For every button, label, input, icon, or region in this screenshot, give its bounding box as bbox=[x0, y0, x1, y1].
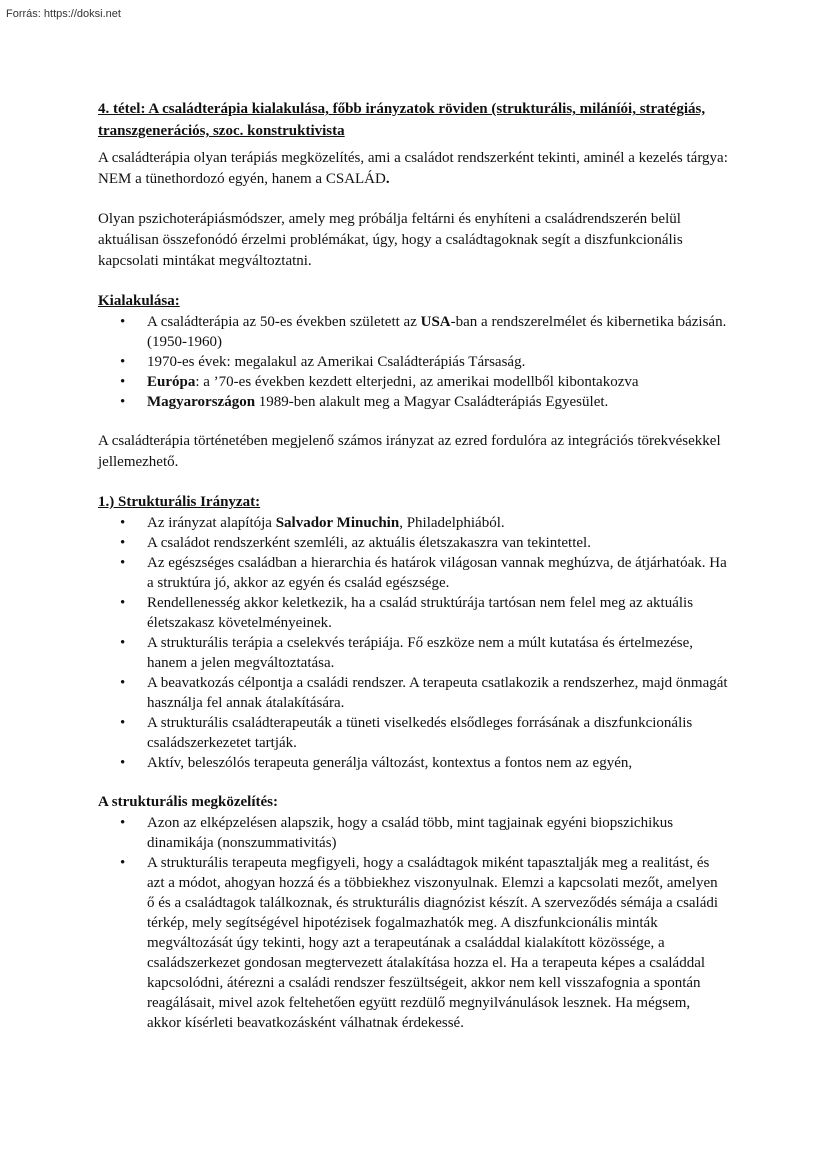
bold-segment: Magyarországon bbox=[147, 394, 256, 410]
megkozelites-heading: A strukturális megközelítés: bbox=[98, 794, 278, 810]
text-segment: -ban a rendszerelmélet és kibernetika bázisán. (1950-1960) bbox=[147, 314, 727, 350]
text-segment: A családterápia az 50-es években született az bbox=[147, 314, 421, 330]
list-item: • A strukturális terapeuta megfigyeli, hogy a családtagok miként tapasztalják meg a realitást, és azt a módot, ahogyan hozzá és a többiekhez viszonyulnak. Elemzi a kapcsolati mezőt, amelyen ő és a családtagok találkoznak, és strukturális diagnózist készít. A szerveződés sémája a családi térkép, mely segítségével hipotézisek fogalmazhatók meg. A diszfunkcionális minták megváltozását úgy tekinti, hogy azt a terapeutának a családdal kialakított közössége, a családszerkezet gondosan megtervezett átalakítása hozza el. Ha a terapeuta képes a családdal kapcsolódni, átérezni a családi rendszer feszültségeit, akkor nem kell visszafognia a spontán reagálásait, mivel azok feltehetően együtt rezdülő megnyilvánulások lesznek. Ha mégsem, akkor kísérleti beavatkozásként válhatnak érdekessé. bbox=[98, 853, 728, 1033]
text-segment: : a ’70-es években kezdett elterjedni, az amerikai modellből kibontakozva bbox=[195, 374, 639, 390]
intro-text: A családterápia olyan terápiás megközelítés, ami a családot rendszerként tekinti, aminél a kezelés tárgya: NEM a tünethordozó egyén, hanem a CSALÁD bbox=[98, 150, 728, 187]
list-item: • Az egészséges családban a hierarchia és határok világosan vannak meghúzva, de átjárhatóak. Ha a struktúra jó, akkor az egyén és család egészsége. bbox=[98, 553, 728, 593]
list-item: • A strukturális terápia a cselekvés terápiája. Fő eszköze nem a múlt kutatása és értelmezése, hanem a jelen megváltoztatása. bbox=[98, 633, 728, 673]
megkozelites-list bbox=[98, 813, 728, 1033]
document-page bbox=[98, 98, 728, 1052]
kialakulasa-list bbox=[98, 312, 728, 412]
list-item: • 1970-es évek: megalakul az Amerikai Családterápiás Társaság. bbox=[98, 352, 728, 372]
page-title: 4. tétel: A családterápia kialakulása, főbb irányzatok röviden (strukturális, miláníói, stratégiás, transzgenerációs, szoc. konstruktivista bbox=[98, 101, 706, 139]
intro-period: . bbox=[385, 171, 390, 187]
bold-segment: Salvador Minuchin bbox=[275, 515, 400, 531]
list-item bbox=[98, 372, 728, 392]
list-item: • A családot rendszerként szemléli, az aktuális életszakaszra van tekintettel. bbox=[98, 533, 728, 553]
strukturalis-list bbox=[98, 513, 728, 773]
list-item bbox=[98, 513, 728, 533]
history-paragraph: A családterápia történetében megjelenő számos irányzat az ezred fordulóra az integrációs törekvésekkel jellemezhető. bbox=[98, 433, 721, 470]
kialakulasa-heading: Kialakulása: bbox=[98, 293, 180, 309]
intro-paragraph-2: Olyan pszichoterápiásmódszer, amely meg próbálja feltárni és enyhíteni a családrendszerén belül aktuálisan összefonódó érzelmi problémákat, úgy, hogy a családtagoknak segít a diszfunkcionális kapcsolati mintákat megváltoztatni. bbox=[98, 211, 683, 269]
list-item bbox=[98, 392, 728, 412]
list-item: • Rendellenesség akkor keletkezik, ha a család struktúrája tartósan nem felel meg az aktuális életszakasz követelményeinek. bbox=[98, 593, 728, 633]
source-label: Forrás: https://doksi.net bbox=[6, 8, 121, 20]
strukturalis-heading: 1.) Strukturális Irányzat: bbox=[98, 494, 261, 510]
list-item: • A beavatkozás célpontja a családi rendszer. A terapeuta csatlakozik a rendszerhez, majd önmagát használja fel annak átalakítására. bbox=[98, 673, 728, 713]
bold-segment: USA bbox=[420, 314, 451, 330]
list-item bbox=[98, 312, 728, 352]
list-item: • Aktív, beleszólós terapeuta generálja változást, kontextus a fontos nem az egyén, bbox=[98, 753, 728, 773]
list-item: • Azon az elképzelésen alapszik, hogy a család több, mint tagjainak egyéni biopszichikus dinamikája (nonszummativitás) bbox=[98, 813, 728, 853]
bold-segment: Európa bbox=[147, 374, 196, 390]
text-segment: , Philadelphiából. bbox=[399, 515, 505, 531]
text-segment: Az irányzat alapítója bbox=[147, 515, 276, 531]
intro-paragraph-1 bbox=[98, 148, 728, 190]
text-segment: 1989-ben alakult meg a Magyar Családterápiás Egyesület. bbox=[255, 394, 609, 410]
list-item: • A strukturális családterapeuták a tüneti viselkedés elsődleges forrásának a diszfunkcionális családszerkezetet tartják. bbox=[98, 713, 728, 753]
